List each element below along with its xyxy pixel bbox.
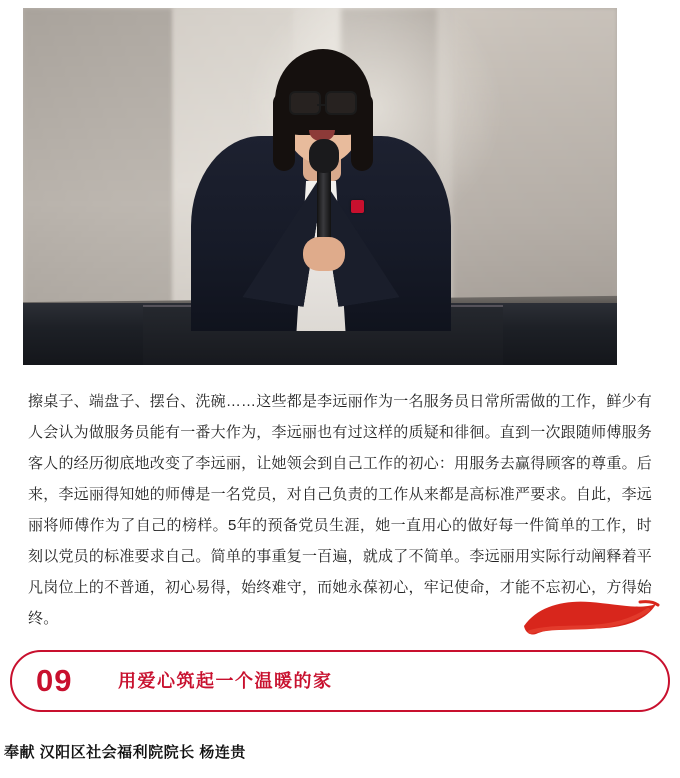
glasses-right-lens [325, 91, 357, 115]
glasses-bridge [317, 104, 327, 106]
party-badge-icon [351, 200, 364, 213]
speaker-hand [303, 237, 345, 271]
section-title: 用爱心筑起一个温暖的家 [118, 671, 333, 691]
section-heading-border [10, 650, 670, 712]
red-brush-stroke [520, 596, 660, 642]
speaker-figure [191, 31, 451, 331]
section-number: 09 [36, 663, 73, 698]
speaker-photo [23, 8, 617, 365]
glasses-left-lens [289, 91, 321, 115]
byline: 奉献 汉阳区社会福利院院长 杨连贵 [4, 744, 246, 761]
photo-block [0, 0, 680, 370]
section-heading [10, 650, 670, 712]
article-paragraph: 擦桌子、端盘子、摆台、洗碗……这些都是李远丽作为一名服务员日常所需做的工作，鲜少有人会认为做服务员能有一番大作为，李远丽也有过这样的质疑和徘徊。直到一次跟随师傅服务客人的经历彻底地改变了李远丽，让她领会到自己工作的初心：用服务去赢得顾客的尊重。后来，李远丽得知她的师傅是一名党员，对自己负责的工作从来都是高标准严要求。自此，李远丽将师傅作为了自己的榜样。5年的预备党员生涯，她一直用心的做好每一件简单的工作，时刻以党员的标准要求自己。简单的事重复一百遍，就成了不简单。李远丽用实际行动阐释着平凡岗位上的不普通，初心易得，始终难守，而她永葆初心，牢记使命，才能不忘初心，方得始终。 [28, 393, 652, 627]
microphone-icon [309, 139, 339, 173]
